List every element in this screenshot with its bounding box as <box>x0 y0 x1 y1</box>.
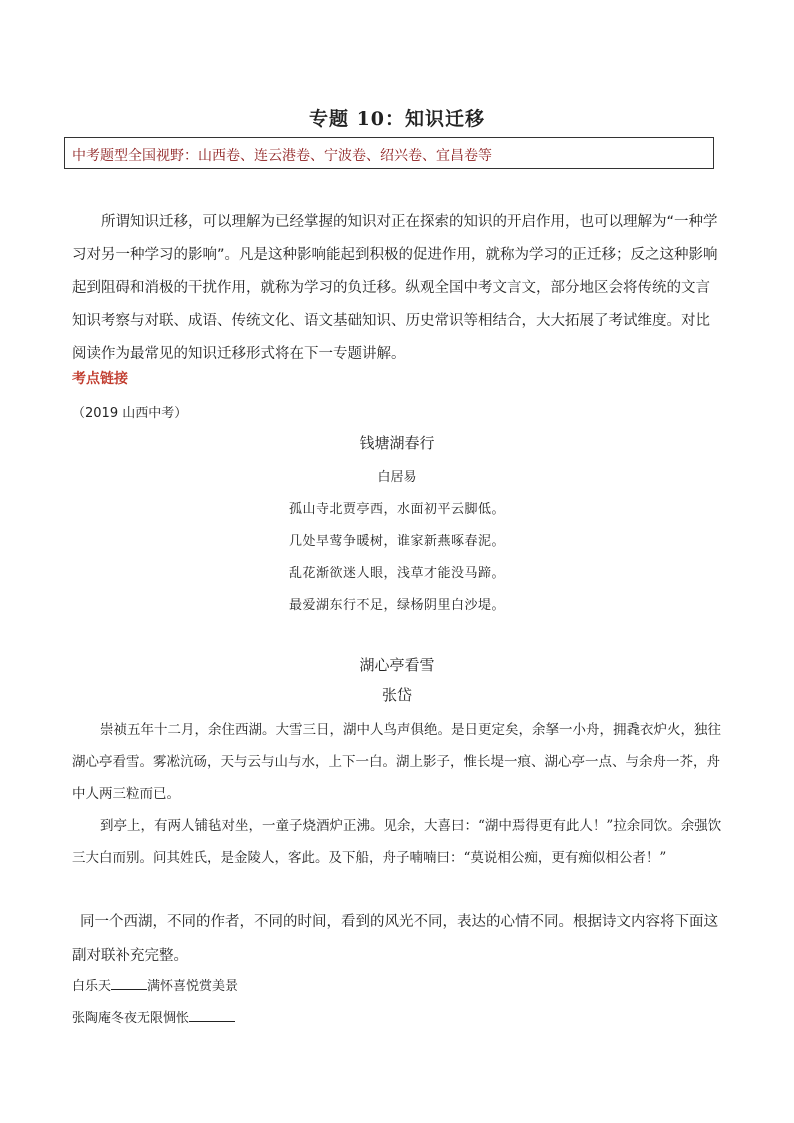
answer-blank-2[interactable] <box>189 1009 235 1022</box>
couplet-line-2 <box>72 1007 235 1026</box>
answer-blank-1[interactable] <box>111 977 147 990</box>
couplet-line-1-prefix: 白乐天 <box>72 979 112 994</box>
poem-title: 钱塘湖春行 <box>359 434 435 452</box>
scope-text: 中考题型全国视野：山西卷、连云港卷、宁波卷、绍兴卷、宜昌卷等 <box>72 148 492 164</box>
poem-author: 白居易 <box>377 470 417 485</box>
section-label: 考点链接 <box>72 371 128 387</box>
poem-line: 几处早莺争暖树，谁家新燕啄春泥。 <box>288 534 505 549</box>
question-section <box>72 905 724 973</box>
intro-section <box>72 206 724 371</box>
question-text: 同一个西湖，不同的作者，不同的时间，看到的风光不同，表达的心情不同。根据诗文内容将下面这副对联补充完整。 <box>72 914 718 964</box>
page-title: 专题 10：知识迁移 <box>308 108 486 130</box>
poem-line: 孤山寺北贾亭西，水面初平云脚低。 <box>288 502 505 517</box>
essay-paragraph: 到亭上，有两人铺毡对坐，一童子烧酒炉正沸。见余，大喜曰：“湖中焉得更有此人！”拉余同饮。余强饮三大白而别。问其姓氏，是金陵人，客此。及下船，舟子喃喃曰：“莫说相公痴，更有痴似相公者！” <box>72 818 722 866</box>
poem-line: 乱花渐欲迷人眼，浅草才能没马蹄。 <box>288 566 505 581</box>
essay-author: 张岱 <box>381 686 412 704</box>
essay-title: 湖心亭看雪 <box>359 656 435 674</box>
essay-body <box>72 714 724 874</box>
couplet-line-1-suffix: 满怀喜悦赏美景 <box>147 979 239 994</box>
poem-line: 最爱湖东行不足，绿杨阴里白沙堤。 <box>288 598 505 613</box>
source-note: （2019 山西中考） <box>72 406 188 421</box>
couplet-line-1 <box>72 975 238 994</box>
intro-paragraph: 所谓知识迁移，可以理解为已经掌握的知识对正在探索的知识的开启作用，也可以理解为“一种学习对另一种学习的影响”。凡是这种影响能起到积极的促进作用，就称为学习的正迁移；反之这种影响起到阻碍和消极的干扰作用，就称为学习的负迁移。纵观全国中考文言文，部分地区会将传统的文言知识考察与对联、成语、传统文化、语文基础知识、历史常识等相结合，大大拓展了考试维度。对比阅读作为最常见的知识迁移形式将在下一专题讲解。 <box>72 214 718 362</box>
couplet-line-2-prefix: 张陶庵冬夜无限惆怅 <box>72 1011 190 1026</box>
essay-paragraph: 崇祯五年十二月，余住西湖。大雪三日，湖中人鸟声俱绝。是日更定矣，余拏一小舟，拥毳衣炉火，独往湖心亭看雪。雾凇沆砀，天与云与山与水，上下一白。湖上影子，惟长堤一痕、湖心亭一点、与余舟一芥，舟中人两三粒而已。 <box>72 722 721 802</box>
